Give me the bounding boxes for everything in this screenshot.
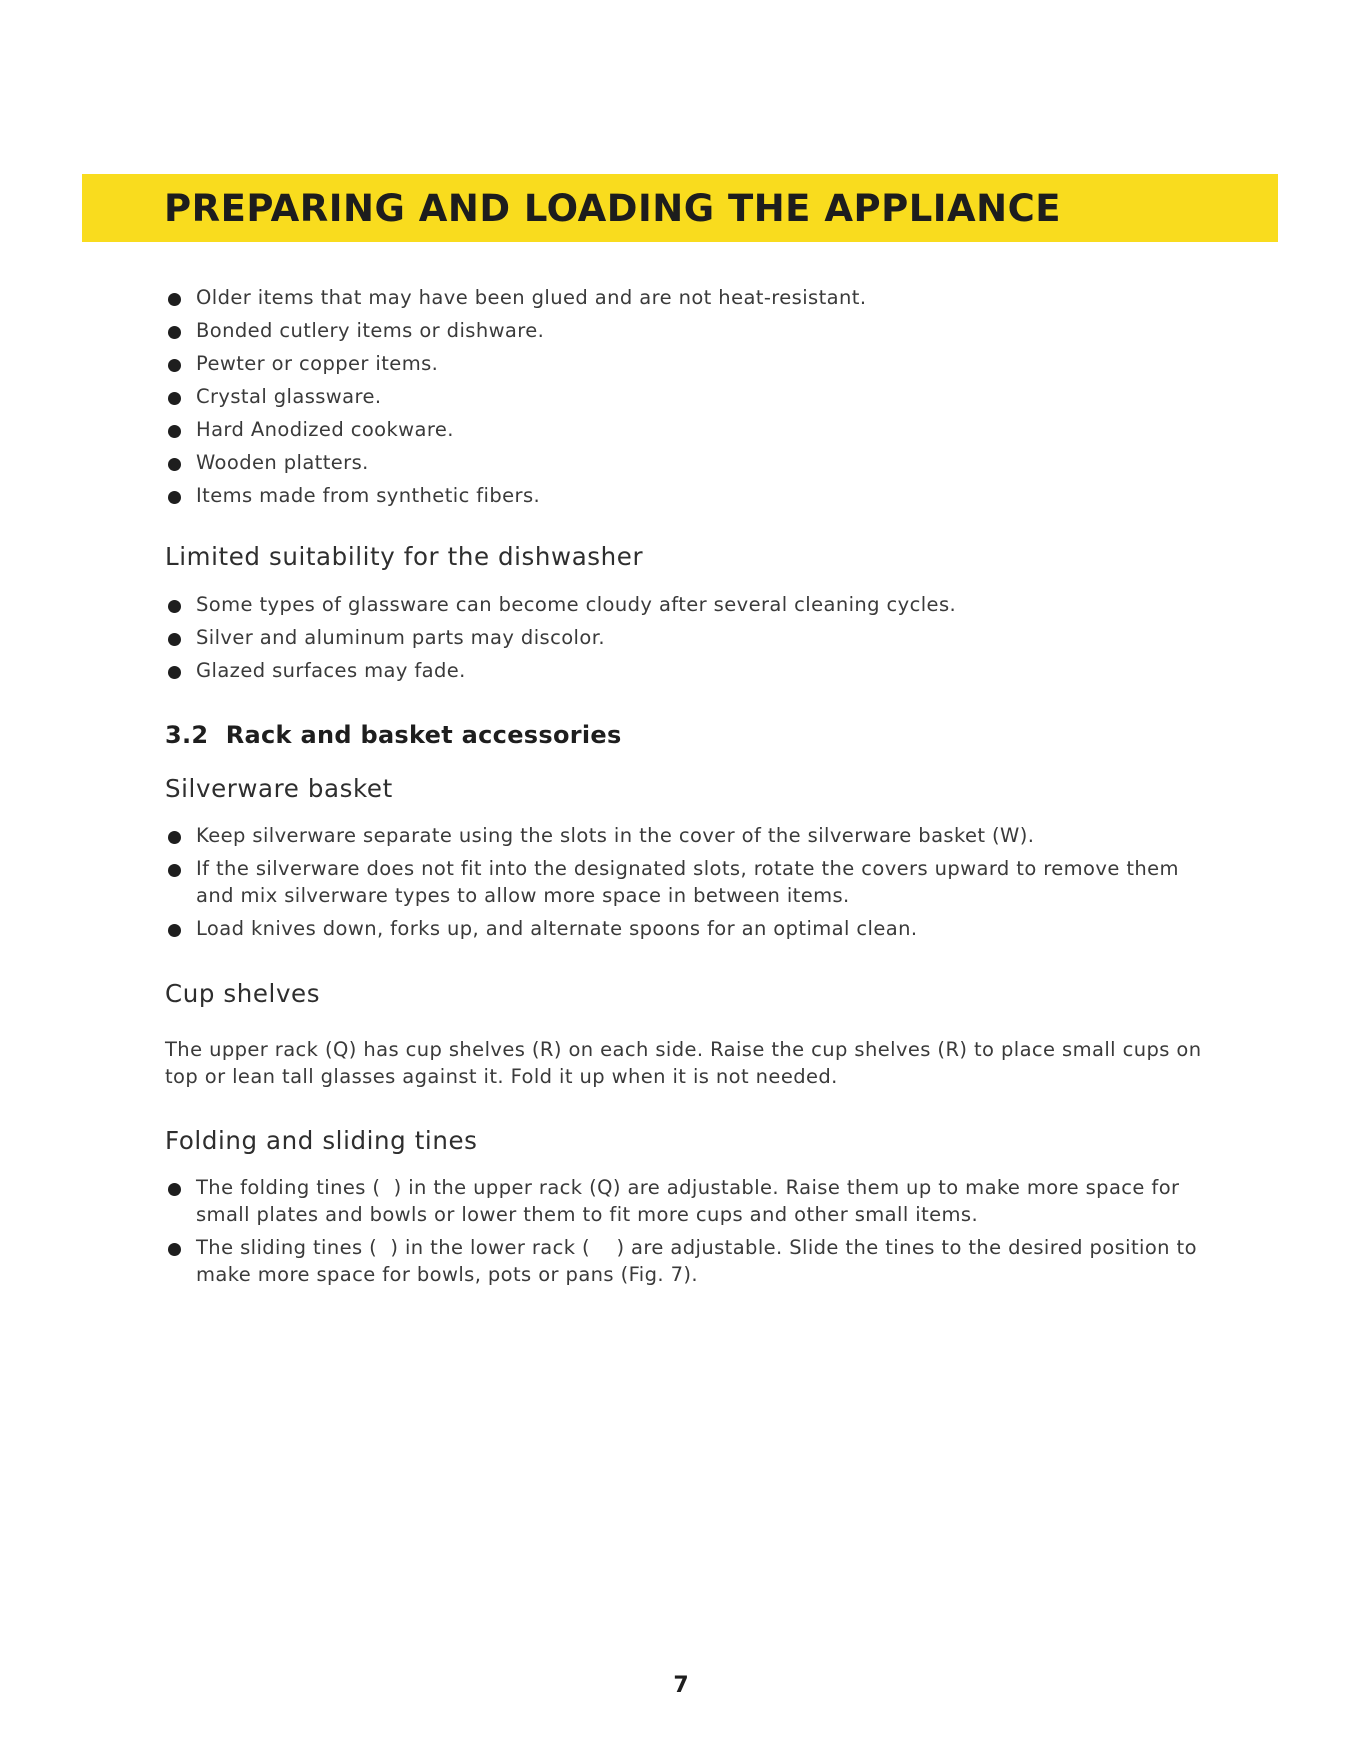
list-item: Glazed surfaces may fade. [165, 657, 1205, 684]
list-item: Keep silverware separate using the slots in the cover of the silverware basket (W). [165, 822, 1205, 849]
list-item: Items made from synthetic fibers. [165, 482, 1205, 509]
cup-shelves-heading: Cup shelves [165, 979, 321, 1008]
limited-suitability-heading: Limited suitability for the dishwasher [165, 542, 644, 571]
bullet-icon [168, 600, 181, 613]
cup-shelves-text: The upper rack (Q) has cup shelves (R) on each side. Raise the cup shelves (R) to place small cups on top or lean tall glasses against it. Fold it up when it is not needed. [165, 1038, 1202, 1088]
bullet-icon [168, 1243, 181, 1256]
list-item: The folding tines ( ) in the upper rack (Q) are adjustable. Raise them up to make more space for small plates and bowls or lower them to fit more cups and other small items. [165, 1174, 1205, 1228]
limited-suitability-list [165, 591, 1205, 684]
unsuitable-items-list [165, 284, 1205, 509]
tines-list [165, 1174, 1205, 1288]
bullet-icon [168, 831, 181, 844]
page-title: PREPARING AND LOADING THE APPLIANCE [164, 187, 1062, 230]
list-item: Load knives down, forks up, and alternate spoons for an optimal clean. [165, 915, 1205, 942]
bullet-icon [168, 293, 181, 306]
list-item: Bonded cutlery items or dishware. [165, 317, 1205, 344]
list-item: Some types of glassware can become cloudy after several cleaning cycles. [165, 591, 1205, 618]
page-content [165, 284, 1205, 1294]
list-item: The sliding tines ( ) in the lower rack ( ) are adjustable. Slide the tines to the desired position to make more space for bowls, pots or pans (Fig. 7). [165, 1234, 1205, 1288]
bullet-icon [168, 1183, 181, 1196]
bullet-icon [168, 633, 181, 646]
list-item: Silver and aluminum parts may discolor. [165, 624, 1205, 651]
bullet-icon [168, 392, 181, 405]
bullet-icon [168, 864, 181, 877]
bullet-icon [168, 425, 181, 438]
bullet-icon [168, 666, 181, 679]
list-item: Hard Anodized cookware. [165, 416, 1205, 443]
bullet-icon [168, 326, 181, 339]
header-banner [82, 174, 1278, 242]
list-item: Older items that may have been glued and are not heat-resistant. [165, 284, 1205, 311]
bullet-icon [168, 359, 181, 372]
bullet-icon [168, 458, 181, 471]
tines-heading: Folding and sliding tines [165, 1126, 478, 1155]
bullet-icon [168, 924, 181, 937]
list-item: If the silverware does not fit into the designated slots, rotate the covers upward to remove them and mix silverware types to allow more space in between items. [165, 855, 1205, 909]
list-item: Pewter or copper items. [165, 350, 1205, 377]
page-number: 7 [673, 1673, 689, 1698]
bullet-icon [168, 491, 181, 504]
silverware-basket-list [165, 822, 1205, 942]
list-item: Wooden platters. [165, 449, 1205, 476]
list-item: Crystal glassware. [165, 383, 1205, 410]
section-title: 3.2 Rack and basket accessories [165, 721, 622, 749]
silverware-basket-heading: Silverware basket [165, 774, 393, 803]
